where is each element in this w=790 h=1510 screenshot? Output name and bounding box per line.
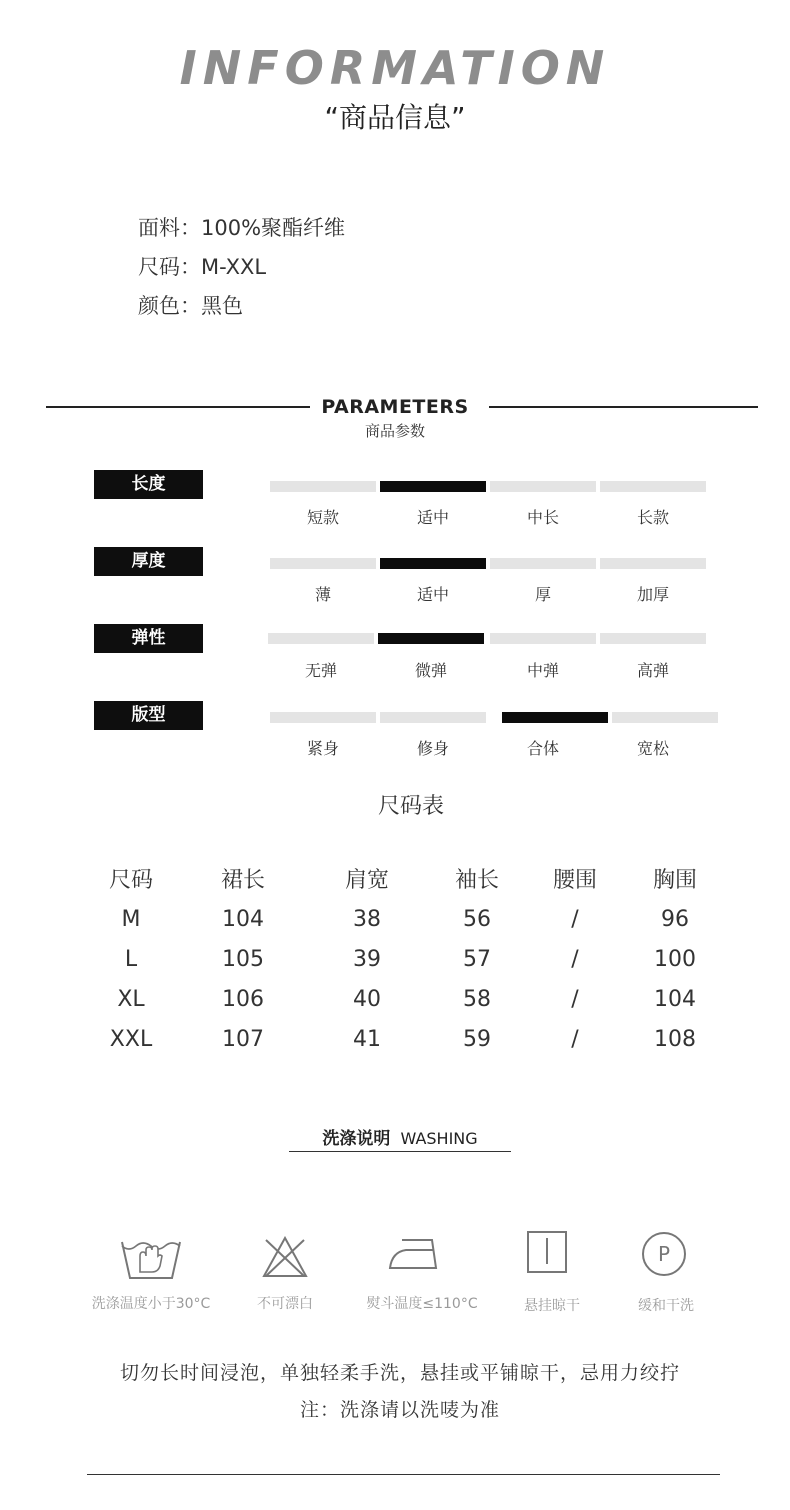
param-option: 薄	[314, 585, 331, 604]
size-table-cell: 59	[463, 1027, 491, 1052]
param-segment	[380, 481, 486, 492]
size-table-cell: XXL	[109, 1027, 153, 1052]
param-option: 宽松	[636, 739, 669, 758]
param-option: 中弹	[526, 661, 559, 680]
param-segment	[490, 558, 596, 569]
spec-fabric	[138, 213, 345, 243]
size-table-cell: 58	[463, 987, 491, 1012]
param-option: 合体	[526, 739, 559, 758]
washing-title	[289, 1128, 511, 1150]
spec-label: 颜色：	[138, 294, 201, 318]
param-option: 短款	[306, 508, 339, 527]
size-table-header: 袖长	[454, 868, 499, 893]
spec-value: 黑色	[201, 294, 243, 318]
size-table-header: 尺码	[108, 868, 153, 893]
size-table-header: 胸围	[652, 868, 697, 893]
washing-title-underline	[289, 1151, 511, 1152]
size-table-cell: /	[571, 1027, 579, 1052]
icon-label: 洗涤温度小于30°C	[91, 1296, 211, 1312]
spec-value: M-XXL	[201, 255, 267, 279]
param-option: 修身	[416, 739, 449, 758]
size-table-cell: /	[571, 907, 579, 932]
param-segment	[600, 481, 706, 492]
param-segment	[270, 558, 376, 569]
spec-color	[138, 291, 243, 321]
size-table-cell: 100	[654, 947, 696, 972]
size-table-cell: 41	[353, 1027, 381, 1052]
spec-value: 100%聚酯纤维	[201, 216, 346, 240]
icon-label: 悬挂晾干	[524, 1298, 580, 1314]
size-table-header: 肩宽	[344, 868, 389, 893]
size-table-cell: 104	[222, 907, 264, 932]
size-table-cell: M	[121, 907, 141, 932]
size-table-cell: XL	[117, 987, 145, 1012]
washing-title-en: WASHING	[400, 1129, 478, 1148]
spec-size	[138, 252, 266, 282]
param-option: 适中	[416, 508, 449, 527]
param-option: 厚	[534, 585, 551, 604]
iron-icon	[388, 1234, 444, 1274]
icon-label: 不可漂白	[257, 1296, 313, 1312]
param-segment	[600, 558, 706, 569]
size-table-cell: 38	[353, 907, 381, 932]
param-option: 长款	[636, 508, 669, 527]
size-table-cell: 56	[463, 907, 491, 932]
param-segment	[612, 712, 718, 723]
washing-note-2: 注：洗涤请以洗唛为准	[299, 1399, 500, 1421]
size-table-cell: 96	[661, 907, 689, 932]
param-label-elasticity: 弹性	[94, 624, 203, 653]
param-segment	[270, 481, 376, 492]
param-segment	[490, 633, 596, 644]
size-table-cell: /	[571, 987, 579, 1012]
param-segment	[380, 712, 486, 723]
param-segment	[502, 712, 608, 723]
size-table-header: 腰围	[552, 868, 597, 893]
param-segment	[270, 712, 376, 723]
param-label-fit: 版型	[94, 701, 203, 730]
param-option: 中长	[526, 508, 559, 527]
param-label-thickness: 厚度	[94, 547, 203, 576]
hand-wash-icon	[120, 1234, 182, 1282]
bottom-divider	[87, 1474, 720, 1475]
param-segment	[268, 633, 374, 644]
param-option: 加厚	[636, 585, 669, 604]
param-segment	[378, 633, 484, 644]
size-table-header: 裙长	[220, 868, 265, 893]
parameters-title: PARAMETERS	[321, 396, 469, 418]
no-bleach-icon	[262, 1236, 308, 1278]
size-table-cell: 104	[654, 987, 696, 1012]
svg-text:P: P	[657, 1242, 671, 1266]
size-table-cell: 107	[222, 1027, 264, 1052]
size-table-cell: 39	[353, 947, 381, 972]
size-table-cell: L	[124, 947, 138, 972]
size-table-cell: /	[571, 947, 579, 972]
param-segment	[380, 558, 486, 569]
param-segment	[600, 633, 706, 644]
param-option: 微弹	[414, 661, 447, 680]
spec-label: 面料：	[138, 216, 201, 240]
size-table-title: 尺码表	[377, 794, 444, 819]
icon-label: 缓和干洗	[638, 1298, 694, 1314]
size-table-cell: 108	[654, 1027, 696, 1052]
washing-note: 切勿长时间浸泡，单独轻柔手洗，悬挂或平铺晾干，忌用力绞拧	[119, 1362, 680, 1384]
dry-clean-icon	[640, 1230, 688, 1278]
hang-dry-icon	[526, 1230, 568, 1274]
param-option: 无弹	[304, 661, 337, 680]
param-option: 适中	[416, 585, 449, 604]
size-table-cell: 105	[222, 947, 264, 972]
param-label-length: 长度	[94, 470, 203, 499]
param-segment	[490, 481, 596, 492]
param-option: 高弹	[636, 661, 669, 680]
information-subtitle: “商品信息”	[324, 101, 466, 134]
size-table-cell: 57	[463, 947, 491, 972]
parameters-subtitle: 商品参数	[364, 422, 425, 440]
size-table-cell: 106	[222, 987, 264, 1012]
washing-title-cn: 洗涤说明	[322, 1129, 391, 1149]
param-option: 紧身	[306, 739, 339, 758]
spec-label: 尺码：	[138, 255, 201, 279]
icon-label: 熨斗温度≤110°C	[366, 1296, 478, 1312]
information-title: INFORMATION	[179, 41, 611, 95]
size-table-cell: 40	[353, 987, 381, 1012]
